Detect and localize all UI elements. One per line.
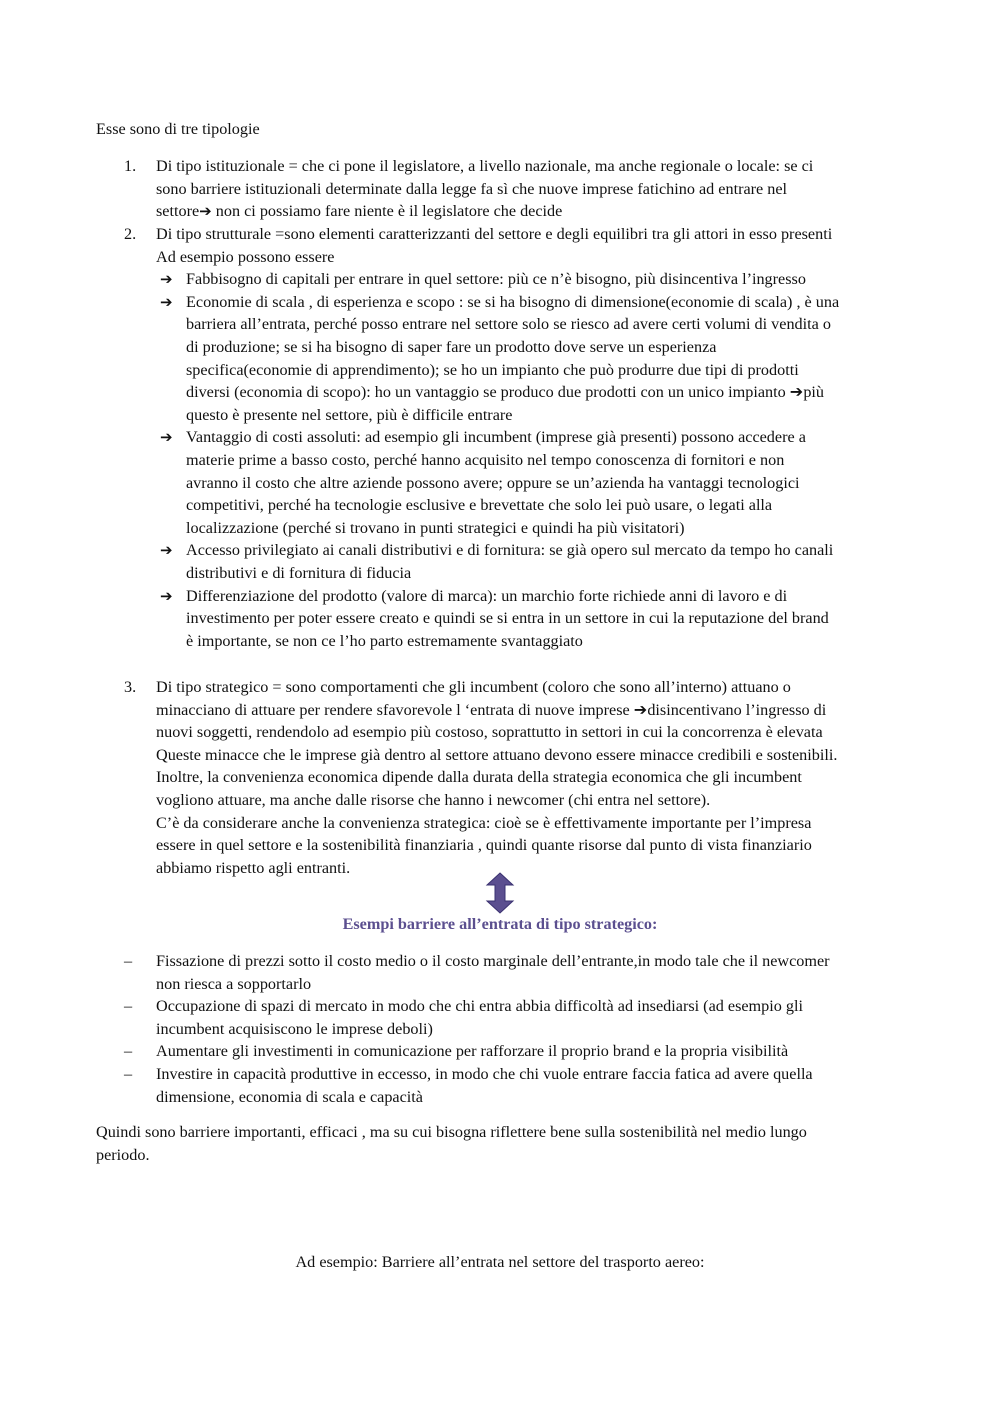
dash-list-item: – Fissazione di prezzi sotto il costo medio o il costo marginale dell’entrante,in modo tale che il newcomer non riesca a sopportarlo (124, 952, 830, 993)
conclusion-paragraph: Quindi sono barriere importanti, efficaci , ma su cui bisogna riflettere bene sulla sostenibilità nel medio lungo periodo. (96, 1123, 807, 1164)
list-item-strategico (96, 676, 916, 879)
item-line: essere in quel settore e la sostenibilità finanziaria , quindi quante risorse dal punto di vista finanziario (156, 836, 812, 855)
item-line: Ad esempio possono essere (156, 247, 335, 266)
item-line: vogliono attuare, ma anche dalle risorse che hanno i newcomer (chi entra nel settore). (156, 790, 711, 809)
arrow-right-icon: ➔ (199, 202, 212, 221)
example-caption: Ad esempio: Barriere all’entrata nel settore del trasporto aereo: (295, 1253, 705, 1271)
item-line: sono barriere istituzionali determinate dalla legge fa sì che nuove imprese fatichino ad entrare nel (156, 179, 788, 198)
item-number: 1. (124, 157, 137, 175)
arrow-list-item: ➔ Accesso privilegiato ai canali distributivi e di fornitura: se già opero sul mercato da tempo ho canali distributivi e di fornitura di fiducia (160, 541, 834, 582)
dash-list-item: – Occupazione di spazi di mercato in modo che chi entra abbia difficoltà ad insediarsi (ad esempio gli incumbent acquisiscono le imprese deboli) (124, 997, 803, 1038)
item-line: Di tipo strutturale =sono elementi caratterizzanti del settore e degli equilibri tra gli attori in esso presenti (156, 225, 833, 243)
list-item-strutturale (96, 223, 916, 652)
item-number: 3. (124, 678, 137, 696)
arrow-right-icon: ➔ (160, 541, 173, 560)
structural-examples-list (156, 268, 916, 652)
arrow-list-item: ➔ Fabbisogno di capitali per entrare in quel settore: più ce n’è bisogno, più disincentiva l’ingresso (156, 268, 916, 291)
list-item-istituzionale (96, 155, 916, 223)
dash-list-item: – Aumentare gli investimenti in comunicazione per rafforzare il proprio brand e la propria visibilità (96, 1040, 916, 1063)
arrow-list-item: ➔ Differenziazione del prodotto (valore di marca): un marchio forte richiede anni di lavoro e di investimento per poter essere creato e quindi se si entra in un settore in cui la reputazione del brand è importante, se non ce l’ho parto estremamente svantaggiato (160, 586, 829, 650)
item-line: Queste minacce che le imprese già dentro al settore attuano devono essere minacce credibili e sostenibili. (156, 745, 838, 764)
dash-bullet: – (124, 1042, 133, 1061)
intro-text: Esse sono di tre tipologie (96, 120, 260, 138)
arrow-list-item: ➔ Vantaggio di costi assoluti: ad esempio gli incumbent (imprese già presenti) possono accedere a materie prime a basso costo, perché hanno acquisito nel tempo conoscenza di fornitori e non avranno il costo che altre aziende possono avere; oppure se un’azienda ha vantaggi tecnologici competitivi, perché ha tecnologie esclusive e brevettate che solo lei può usare, o legati alla localizzazione (perché si trovano in punti strategici e quindi ha più visitatori) (160, 428, 806, 537)
arrow-right-icon: ➔ (160, 292, 173, 311)
arrow-list-item: ➔ Economie di scala , di esperienza e scopo : se si ha bisogno di dimensione(economie di scala) , è una barriera all’entrata, perché posso entrare nel settore solo se riesco ad avere certi volumi di vendita o di produzione; se si ha bisogno di saper fare un prodotto dove serve un esperienza specifica(economie di apprendimento); se ho un impianto che può produrre due tipi di prodotti diversi (economia di scopo): ho un vantaggio se produco due prodotti con un unico impianto ➔più questo è presente nel settore, più è difficile entrare (160, 292, 840, 424)
item-line: Inoltre, la convenienza economica dipende dalla durata della strategia economica che gli incumbent (156, 768, 802, 787)
item-number: 2. (124, 225, 137, 243)
strategic-examples-list (96, 950, 916, 1108)
section-heading: Esempi barriere all’entrata di tipo strategico: (342, 915, 658, 933)
arrow-right-icon: ➔ (160, 270, 173, 289)
arrow-right-icon: ➔ (160, 586, 173, 605)
item-line: Di tipo istituzionale = che ci pone il legislatore, a livello nazionale, ma anche regionale o locale: se ci (156, 157, 814, 175)
item-line: abbiamo rispetto agli entranti. (156, 858, 351, 877)
dash-bullet: – (124, 1064, 133, 1083)
up-down-arrow-icon (484, 872, 516, 914)
dash-bullet: – (124, 997, 133, 1016)
dash-list-item: – Investire in capacità produttive in eccesso, in modo che chi vuole entrare faccia fatica ad avere quella dimensione, economia di scala e capacità (124, 1064, 813, 1106)
item-line: minacciano di attuare per rendere sfavorevole l ‘entrata di nuove imprese ➔disincentivano l’ingresso di (156, 700, 827, 719)
arrow-right-icon: ➔ (160, 428, 173, 447)
item-line: Di tipo strategico = sono comportamenti che gli incumbent (coloro che sono all’interno) attuano o (156, 678, 791, 696)
item-line: nuovi soggetti, rendendolo ad esempio più costoso, soprattutto in settori in cui la concorrenza è elevata (156, 723, 823, 742)
item-line: settore➔ non ci possiamo fare niente è il legislatore che decide (156, 202, 563, 221)
item-line: C’è da considerare anche la convenienza strategica: cioè se è effettivamente importante per l’impresa (156, 813, 812, 832)
dash-bullet: – (124, 952, 133, 970)
